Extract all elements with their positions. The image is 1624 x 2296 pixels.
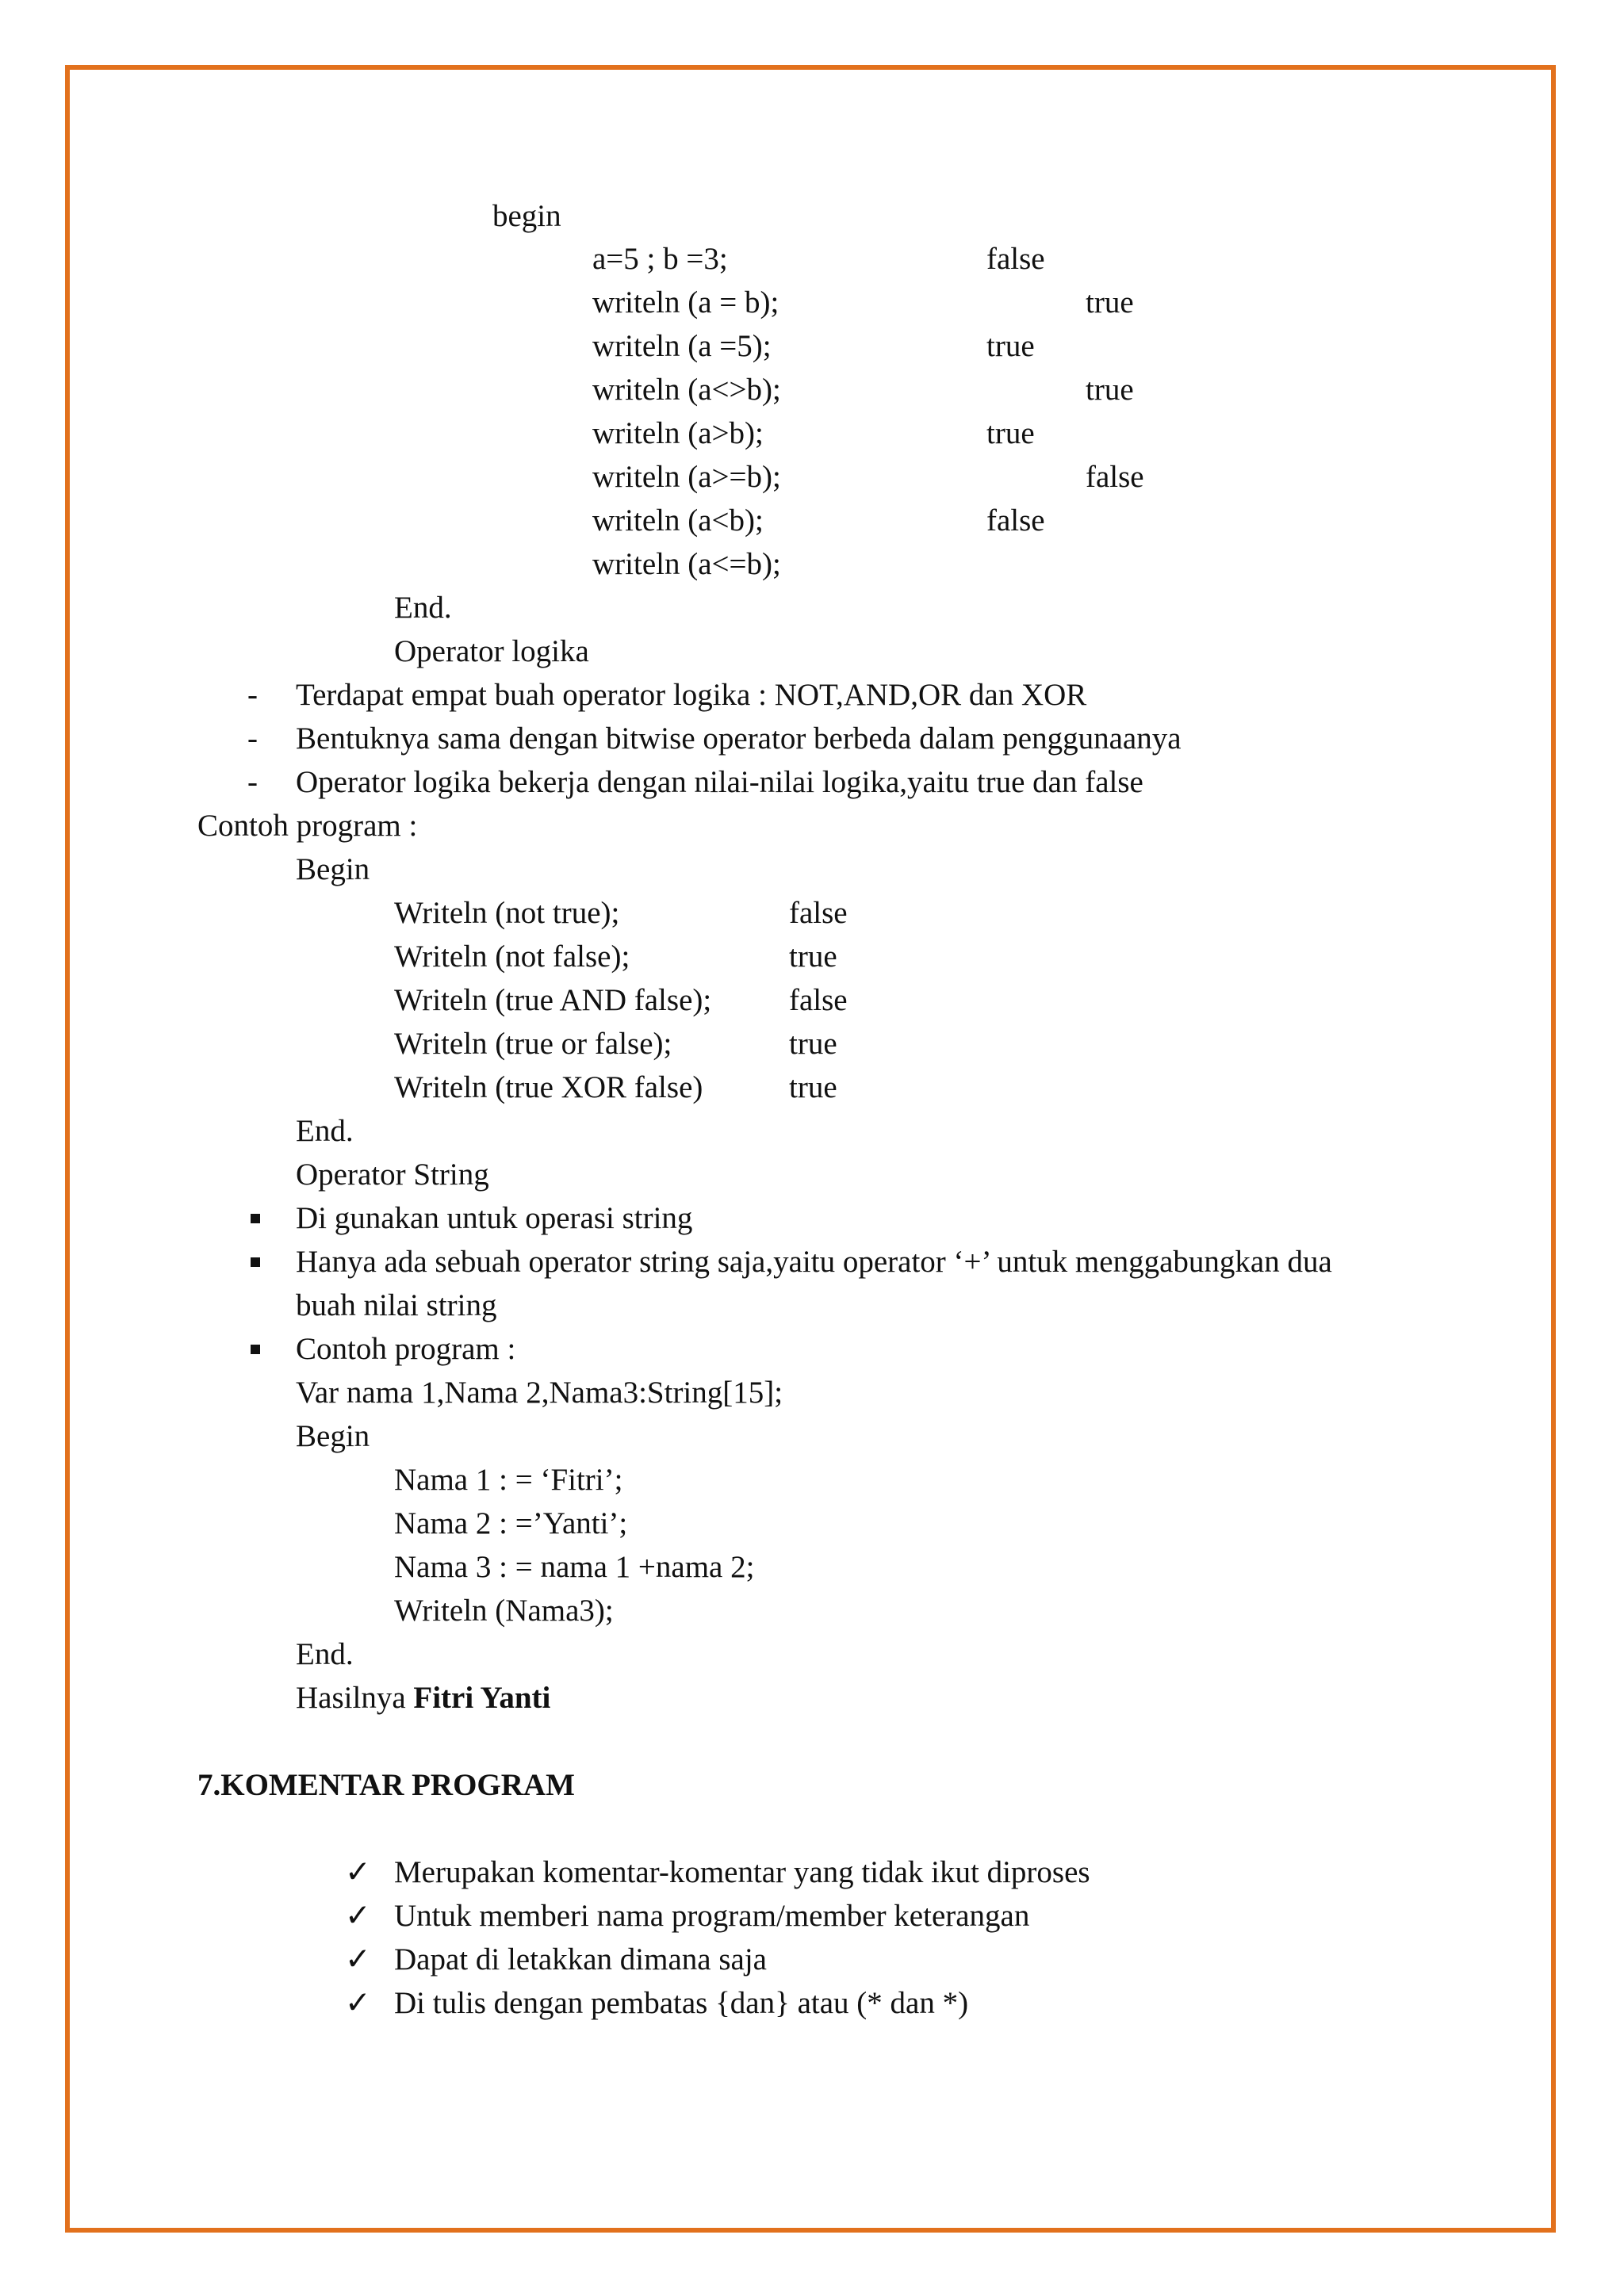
example-label: Contoh program :: [197, 809, 418, 843]
code-var-line: Var nama 1,Nama 2,Nama3:String[15];: [296, 1376, 783, 1410]
square-bullet-icon: [251, 1257, 260, 1267]
checkmark-icon: ✓: [345, 1899, 371, 1933]
code-begin: Begin: [296, 1419, 370, 1453]
code-result: true: [1086, 373, 1134, 407]
code-result: true: [986, 329, 1035, 363]
code-begin: Begin: [296, 852, 370, 886]
code-line: writeln (a = b);: [592, 285, 779, 320]
code-result: false: [986, 503, 1045, 538]
list-item: Hanya ada sebuah operator string saja,yaitu operator ‘+’ untuk menggabungkan dua: [296, 1245, 1332, 1279]
code-result: false: [986, 242, 1045, 276]
dash-bullet: -: [247, 765, 258, 799]
code-line: Writeln (not true);: [394, 896, 620, 930]
code-result: false: [789, 983, 848, 1017]
checkmark-icon: ✓: [345, 1942, 371, 1976]
code-result: true: [789, 1027, 837, 1061]
checkmark-icon: ✓: [345, 1855, 371, 1889]
code-end: End.: [394, 591, 452, 625]
code-result: false: [1086, 460, 1144, 494]
result-value: Fitri Yanti: [413, 1681, 551, 1715]
list-item: Merupakan komentar-komentar yang tidak ikut diproses: [394, 1855, 1090, 1889]
code-line: writeln (a<b);: [592, 503, 764, 538]
code-line: Nama 2 : =’Yanti’;: [394, 1506, 628, 1540]
code-line: writeln (a<>b);: [592, 373, 781, 407]
code-line: writeln (a>=b);: [592, 460, 781, 494]
code-end: End.: [296, 1114, 354, 1148]
list-item: Di tulis dengan pembatas {dan} atau (* dan *): [394, 1986, 969, 2020]
code-line: writeln (a<=b);: [592, 547, 781, 581]
result-label: Hasilnya: [296, 1681, 406, 1715]
code-line: Writeln (true AND false);: [394, 983, 712, 1017]
checkmark-icon: ✓: [345, 1986, 371, 2020]
list-item: Dapat di letakkan dimana saja: [394, 1942, 767, 1976]
code-line: writeln (a =5);: [592, 329, 772, 363]
code-result: true: [986, 416, 1035, 450]
dash-bullet: -: [247, 721, 258, 756]
section-heading-komentar: 7.KOMENTAR PROGRAM: [197, 1768, 575, 1802]
dash-bullet: -: [247, 678, 258, 712]
code-line: Writeln (not false);: [394, 939, 630, 974]
code-line: Nama 1 : = ‘Fitri’;: [394, 1463, 623, 1497]
code-line: Writeln (true XOR false): [394, 1070, 703, 1104]
code-result: true: [1086, 285, 1134, 320]
list-item-continuation: buah nilai string: [296, 1288, 497, 1322]
code-line: Writeln (true or false);: [394, 1027, 672, 1061]
code-line: Nama 3 : = nama 1 +nama 2;: [394, 1550, 755, 1584]
code-line: writeln (a>b);: [592, 416, 764, 450]
section-title-string: Operator String: [296, 1158, 489, 1192]
list-item: Terdapat empat buah operator logika : NOT,AND,OR dan XOR: [296, 678, 1087, 712]
section-title-logika: Operator logika: [394, 634, 589, 668]
list-item: Contoh program :: [296, 1332, 516, 1366]
code-begin: begin: [492, 199, 561, 233]
list-item: Bentuknya sama dengan bitwise operator berbeda dalam penggunaanya: [296, 721, 1182, 756]
code-result: false: [789, 896, 848, 930]
list-item: Di gunakan untuk operasi string: [296, 1201, 693, 1235]
code-end: End.: [296, 1637, 354, 1671]
list-item: Operator logika bekerja dengan nilai-nilai logika,yaitu true dan false: [296, 765, 1143, 799]
square-bullet-icon: [251, 1214, 260, 1223]
code-line: a=5 ; b =3;: [592, 242, 728, 276]
square-bullet-icon: [251, 1345, 260, 1354]
code-result: true: [789, 939, 837, 974]
code-result: true: [789, 1070, 837, 1104]
result-line: [296, 1679, 550, 1717]
list-item: Untuk memberi nama program/member keterangan: [394, 1899, 1030, 1933]
code-line: Writeln (Nama3);: [394, 1594, 614, 1628]
